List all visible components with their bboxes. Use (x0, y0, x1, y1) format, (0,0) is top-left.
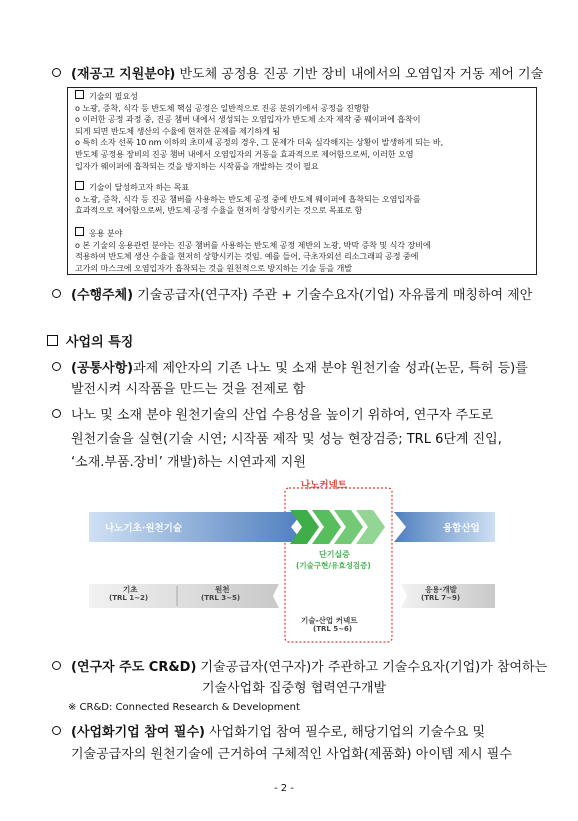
app-line: 고가의 마스크에 오염입자가 흡착되는 것을 원천적으로 방지하는 기술 등을 개발 (75, 262, 352, 273)
left-band-label: 나노기초·원천기술 (105, 523, 183, 534)
bullet-continuation: 발전시켜 시작품을 만드는 것을 전제로 함 (71, 382, 306, 397)
bullet-item-company: (사업화기업 참여 필수) 사업화기업 참여 필수로, 해당기업의 기술수요 및 (52, 722, 485, 743)
square-heading-icon (47, 335, 58, 346)
bullet-item-common: (공통사항)과제 제안자의 기존 나노 및 소재 분야 원천기술 성과(논문, 특허 등)를 (52, 358, 528, 379)
need-line: o 이러한 공정 과정 중, 진공 챔버 내에서 생성되는 오염입자가 반도체 소자 제작 중 웨이퍼에 흡착이 (75, 114, 421, 125)
goal-line: o 노광, 증착, 식각 등 진공 챔버를 사용하는 반도체 공정 중에 반도체 웨이퍼에 흡착되는 오염입자를 (75, 193, 421, 204)
diagram-svg (83, 474, 498, 644)
square-bullet-icon (75, 181, 84, 190)
square-bullet-icon (75, 90, 84, 99)
stage-application-trl: (TRL 7~9) (421, 594, 461, 602)
stage-application: 응용·개발 (425, 585, 457, 594)
stage-basic: 기초 (123, 585, 138, 594)
center-label: 단기실증 (319, 550, 350, 559)
square-bullet-icon (75, 227, 84, 236)
bullet-continuation: 기술사업화 집중형 협력연구개발 (202, 681, 387, 696)
circle-bullet-icon (52, 726, 61, 735)
need-line: 반도체 공정용 장비의 진공 챔버 내에서 오염입자의 거동을 효과적으로 제어함으로써, 이러한 오염 (75, 148, 414, 159)
goal-line: 효과적으로 제어함으로써, 반도체 공정 수율을 현저히 상향시키는 것으로 목표로 함 (75, 205, 363, 216)
bullet-item-target-field: (재공고 지원분야) 반도체 공정용 진공 기반 장비 내에서의 오염입자 거동 제어 기술 (52, 64, 543, 85)
nanoconnect-diagram (83, 474, 498, 644)
app-line: o 본 기술의 응용관련 분야는 진공 챔버를 사용하는 반도체 공정 제반의 노광, 박막 증착 및 식각 장비에 (75, 239, 431, 250)
bullet-item-performer: (수행주체) 기술공급자(연구자) 주관 + 기술수요자(기업) 자유롭게 매칭하여 제안 (52, 285, 532, 306)
need-line: 입자가 웨이퍼에 흡착되는 것을 방지하는 시작품을 개발하는 것이 필요 (75, 160, 319, 171)
goal-section: 기술이 달성하고자 하는 목표 o 노광, 증착, 식각 등 진공 챔버를 사용하는 반도체 공정 중에 반도체 웨이퍼에 흡착되는 오염입자를 효과적으로 제어함으로써, 반도체 공정 수율을 현저히 상향시키는 것으로 목표로 함 (75, 182, 421, 216)
need-line: 되게 되면 반도체 생산의 수율에 현저한 문제를 제기하게 됨 (75, 125, 281, 136)
section-heading: 사업의 특징 (47, 332, 133, 353)
crd-note: ※ CR&D: Connected Research & Development (68, 702, 300, 713)
app-line: 적용하여 반도체 생산 수율을 현저히 상향시키는 것임. 예를 들어, 극초자외선 리소그래피 공정 중에 (75, 251, 419, 262)
circle-bullet-icon (52, 289, 61, 298)
stage-connect-trl: (TRL 5~6) (313, 625, 353, 633)
circle-bullet-icon (52, 409, 61, 418)
bullet-continuation: 원천기술을 실현(기술 시연; 시작품 제작 및 성능 현장검증; TRL 6단계 진입, (71, 432, 502, 447)
right-band-label: 융합산업 (443, 523, 480, 534)
center-sublabel: (기술구현/유효성검증) (296, 561, 371, 570)
page-number: - 2 - (274, 783, 294, 794)
stage-connect: 기술-산업 커넥트 (301, 616, 358, 625)
stage-basic-trl: (TRL 1~2) (109, 594, 149, 602)
diagram-title: 나노커넥트 (301, 480, 347, 491)
bullet-item-crd: (연구자 주도 CR&D) 기술공급자(연구자)가 주관하고 기술수요자(기업)가 참여하는 (52, 657, 547, 678)
need-section: 기술의 필요성 o 노광, 증착, 식각 등 반도체 핵심 공정은 일반적으로 진공 분위기에서 공정을 진행함 o 이러한 공정 과정 중, 진공 챔버 내에서 생성되는 오염입자가 반도체 소자 제작 중 웨이퍼에 흡착이 되게 되면 반도체 생산의 수율에 현저한 문제를 제기하게 됨 o 특히 소자 선폭 10 nm 이하의 초미세 공정의 경우, 그 문제가 더욱 심각해지는 상황이 발생하게 되는 바, 반도체 공정용 장비의 진공 챔버 내에서 오염입자의 거동을 효과적으로 제어함으로써, 이러한 오염 입자가 웨이퍼에 흡착되는 것을 방지하는 시작품을 개발하는 것이 필요 (75, 91, 444, 171)
circle-bullet-icon (52, 68, 61, 77)
circle-bullet-icon (52, 362, 61, 371)
requirements-box (67, 87, 537, 275)
stage-source-trl: (TRL 3~5) (201, 594, 241, 602)
circle-bullet-icon (52, 661, 61, 670)
bullet-item-demonstration: 나노 및 소재 분야 원천기술의 산업 수용성을 높이기 위하여, 연구자 주도로 (52, 405, 493, 426)
need-line: o 특히 소자 선폭 10 nm 이하의 초미세 공정의 경우, 그 문제가 더욱 심각해지는 상황이 발생하게 되는 바, (75, 137, 444, 148)
need-line: o 노광, 증착, 식각 등 반도체 핵심 공정은 일반적으로 진공 분위기에서 공정을 진행함 (75, 102, 370, 113)
stage-source: 원천 (215, 585, 230, 594)
application-section: 응용 분야 o 본 기술의 응용관련 분야는 진공 챔버를 사용하는 반도체 공정 제반의 노광, 박막 증착 및 식각 장비에 적용하여 반도체 생산 수율을 현저히 상향시키는 것임. 예를 들어, 극초자외선 리소그래피 공정 중에 고가의 마스크에 오염입자가 흡착되는 것을 원천적으로 방지하는 기술 등을 개발 (75, 228, 431, 273)
bullet-continuation: 기술공급자의 원천기술에 근거하여 구체적인 사업화(제품화) 아이템 제시 필수 (71, 747, 512, 762)
chevron-arrows-icon (290, 510, 385, 544)
bullet-continuation: ‘소재.부품.장비’ 개발)하는 시연과제 지원 (71, 455, 306, 470)
